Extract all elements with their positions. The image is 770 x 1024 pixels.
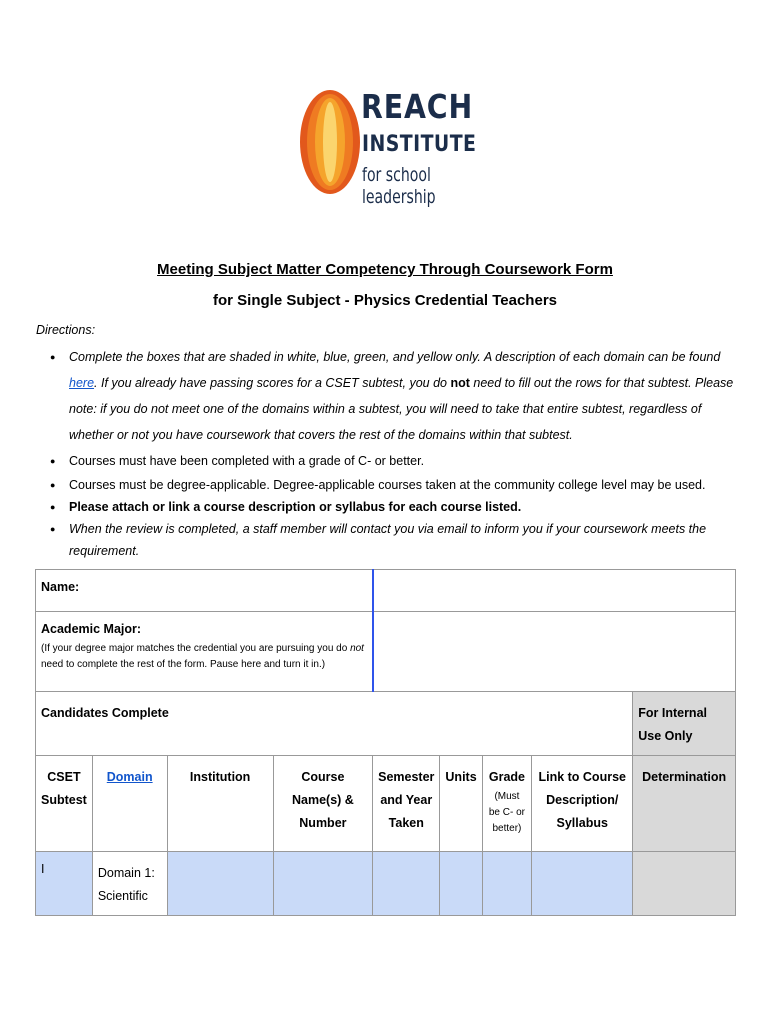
internal-use-label: For Internal Use Only xyxy=(633,692,736,756)
coursework-form-table xyxy=(35,569,736,916)
col-units: Units xyxy=(440,756,482,852)
direction-item: ● Please attach or link a course description or syllabus for each course listed. xyxy=(36,496,736,518)
table-row xyxy=(36,852,736,916)
directions-list xyxy=(36,344,736,562)
domain-header-link[interactable]: Domain xyxy=(106,770,153,784)
grade-input[interactable] xyxy=(482,852,532,916)
col-course-name: Course Name(s) & Number xyxy=(273,756,372,852)
direction-emphasis: not xyxy=(450,376,470,390)
name-label: Name: xyxy=(36,570,373,612)
grade-note: (Must be C- or better) xyxy=(488,791,525,834)
semester-input[interactable] xyxy=(373,852,440,916)
form-subtitle: for Single Subject - Physics Credential Teachers xyxy=(213,292,557,309)
direction-item: ● When the review is completed, a staff member will contact you via email to inform you if your coursework meets the requirement. xyxy=(36,518,736,562)
domain-description-link[interactable]: here xyxy=(69,376,95,390)
domain-cell: Domain 1: Scientific xyxy=(92,852,167,916)
col-semester: Semester and Year Taken xyxy=(373,756,440,852)
institution-input[interactable] xyxy=(167,852,273,916)
flame-logo-icon xyxy=(298,86,362,198)
academic-major-label: Academic Major: xyxy=(41,622,142,636)
reach-institute-logo xyxy=(298,86,478,208)
col-cset-subtest: CSET Subtest xyxy=(36,756,93,852)
syllabus-link-input[interactable] xyxy=(532,852,633,916)
units-input[interactable] xyxy=(440,852,482,916)
direction-item: ● Courses must have been completed with a grade of C- or better. xyxy=(36,448,736,474)
direction-text: need to fill out the rows for that subtest. Please note: if you do not meet one of the domains within a subtest, you will need to take that entire subtest, regardless of whether or not you have coursework that covers the rest of the domains within that subtest. xyxy=(69,376,734,442)
direction-item xyxy=(36,344,736,448)
direction-text: . If you already have passing scores for a CSET subtest, you do xyxy=(94,376,451,390)
logo-line2: INSTITUTE xyxy=(362,132,477,157)
direction-text: Complete the boxes that are shaded in white, blue, green, and yellow only. A description of each domain can be found xyxy=(69,350,721,364)
course-name-input[interactable] xyxy=(273,852,372,916)
determination-cell xyxy=(633,852,736,916)
directions-label: Directions: xyxy=(36,323,96,337)
candidates-complete-label: Candidates Complete xyxy=(36,692,633,756)
subtest-cell: I xyxy=(36,852,93,916)
col-grade xyxy=(482,756,532,852)
academic-major-field[interactable] xyxy=(373,612,736,692)
col-determination: Determination xyxy=(633,756,736,852)
col-institution: Institution xyxy=(167,756,273,852)
form-title: Meeting Subject Matter Competency Through Coursework Form xyxy=(157,261,613,278)
grade-label: Grade xyxy=(488,770,526,784)
academic-major-note xyxy=(41,641,367,673)
direction-item: ● Courses must be degree-applicable. Degree-applicable courses taken at the community college level may be used. xyxy=(36,474,736,496)
academic-major-cell xyxy=(36,612,373,692)
name-field[interactable] xyxy=(373,570,736,612)
note-emphasis: not xyxy=(350,643,364,654)
col-link-syllabus: Link to Course Description/ Syllabus xyxy=(532,756,633,852)
logo-line1: REACH xyxy=(361,87,474,126)
logo-line3: for school leadership xyxy=(362,164,436,208)
col-domain xyxy=(92,756,167,852)
note-text: (If your degree major matches the credential you are pursuing you do xyxy=(41,643,351,654)
note-text: need to complete the rest of the form. Pause here and turn it in.) xyxy=(41,659,326,670)
